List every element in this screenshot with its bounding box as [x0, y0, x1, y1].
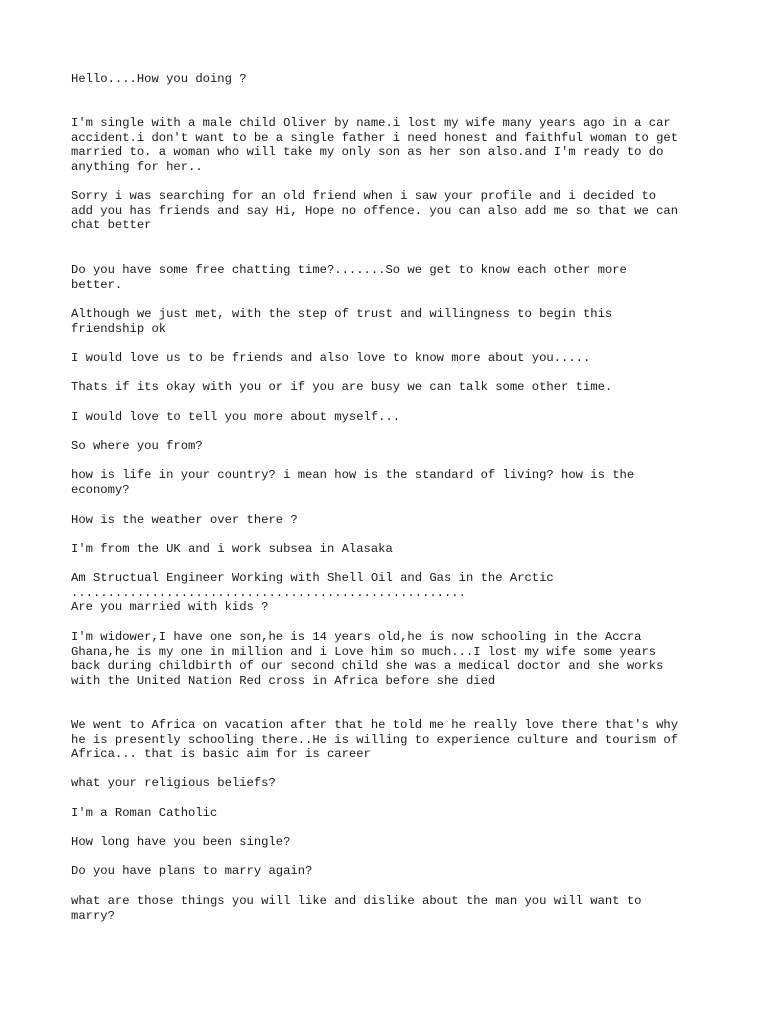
engineer-paragraph: Am Structual Engineer Working with Shell Oil and Gas in the Arctic ...................................................... Are you married with kids ?: [71, 571, 554, 615]
marry-plans-paragraph: Do you have plans to marry again?: [71, 864, 313, 878]
likes-dislikes-paragraph: what are those things you will like and dislike about the man you will want to marry?: [71, 894, 642, 923]
about-myself-paragraph: I would love to tell you more about myself...: [71, 410, 401, 424]
greeting-paragraph: Hello....How you doing ?: [71, 72, 247, 86]
friend-search-paragraph: Sorry i was searching for an old friend when i saw your profile and i decided to add you has friends and say Hi, Hope no offence. you can also add me so that we can chat better: [71, 189, 679, 233]
single-father-paragraph: I'm single with a male child Oliver by name.i lost my wife many years ago in a car accident.i don't want to be a single father i need honest and faithful woman to get married to. a woman who will take my only son as her son also.and I'm ready to do anything for her..: [71, 116, 679, 175]
where-from-paragraph: So where you from?: [71, 439, 203, 453]
origin-paragraph: I'm from the UK and i work subsea in Alasaka: [71, 542, 393, 556]
trust-paragraph: Although we just met, with the step of trust and willingness to begin this friendship ok: [71, 307, 613, 336]
religion-question-paragraph: what your religious beliefs?: [71, 776, 276, 790]
religion-answer-paragraph: I'm a Roman Catholic: [71, 806, 218, 820]
chatting-time-paragraph: Do you have some free chatting time?.......So we get to know each other more better.: [71, 263, 627, 292]
widower-paragraph: I'm widower,I have one son,he is 14 years old,he is now schooling in the Accra Ghana,he is my one in million and i Love him so much...I lost my wife some years back during childbirth of our second child she was a medical doctor and she works with the United Nation Red cross in Africa before she died: [71, 630, 664, 689]
friends-paragraph: I would love us to be friends and also love to know more about you.....: [71, 351, 591, 365]
busy-paragraph: Thats if its okay with you or if you are busy we can talk some other time.: [71, 380, 613, 394]
country-life-paragraph: how is life in your country? i mean how is the standard of living? how is the economy?: [71, 468, 635, 497]
africa-vacation-paragraph: We went to Africa on vacation after that he told me he really love there that's why he is presently schooling there..He is willing to experience culture and tourism of Africa... that is basic aim for is career: [71, 718, 679, 762]
weather-paragraph: How is the weather over there ?: [71, 513, 298, 527]
single-duration-paragraph: How long have you been single?: [71, 835, 291, 849]
